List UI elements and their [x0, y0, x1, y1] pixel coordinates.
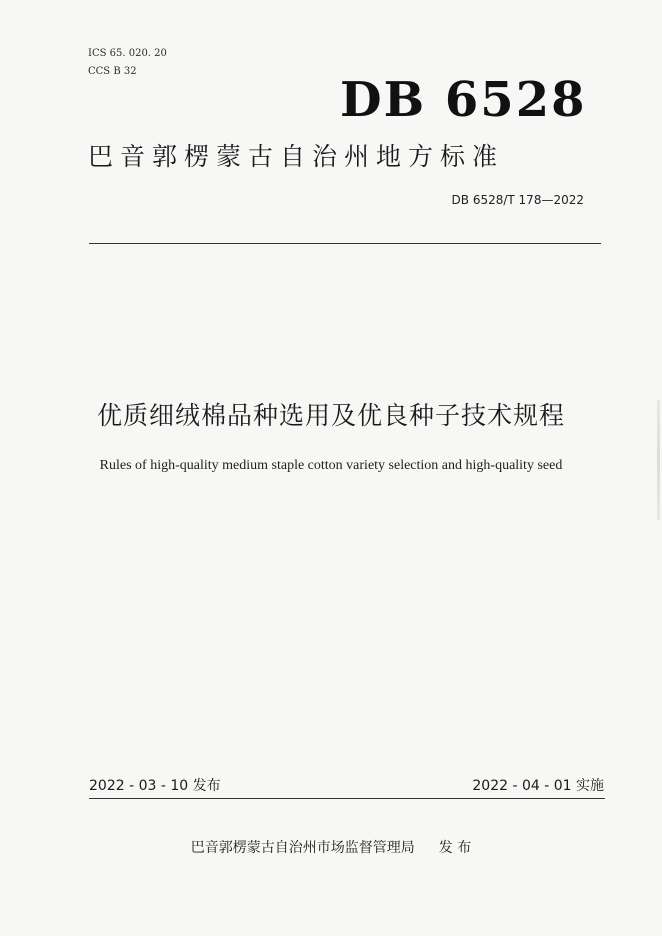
- scan-edge-shadow: [657, 400, 660, 520]
- top-divider: [89, 243, 601, 244]
- document-title-english: Rules of high-quality medium staple cotton variety selection and high-quality seed: [99, 458, 563, 473]
- issuer-line: [0, 838, 662, 858]
- implementation-date: 2022 - 04 - 01 实施: [472, 778, 604, 794]
- issuer-action: 发 布: [438, 840, 472, 856]
- issue-date: 2022 - 03 - 10 发布: [89, 778, 221, 794]
- document-title-chinese: 优质细绒棉品种选用及优良种子技术规程: [96, 401, 565, 430]
- bottom-divider: [89, 798, 605, 799]
- standard-number: DB 6528/T 178—2022: [451, 193, 584, 207]
- ccs-code: CCS B 32: [88, 66, 137, 77]
- issuer-name: 巴音郭楞蒙古自治州市场监督管理局: [190, 840, 415, 856]
- ics-code: ICS 65. 020. 20: [88, 48, 167, 59]
- db-logo: DB 6528: [340, 72, 587, 128]
- standard-category-title: 巴音郭楞蒙古自治州地方标准: [88, 142, 505, 171]
